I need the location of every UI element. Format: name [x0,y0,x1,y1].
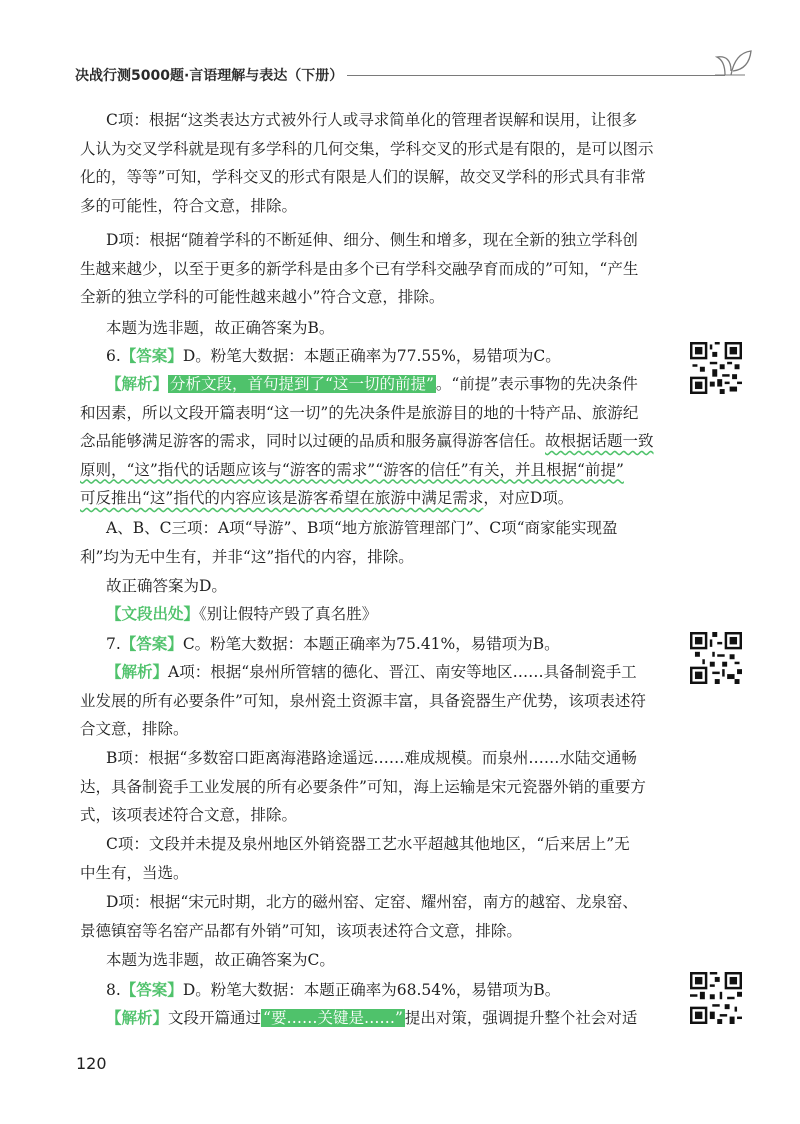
analysis-tag: 【解析】 [106,662,169,681]
analysis-8-paragraph: 【解析】文段开篇通过 “要……关键是……” 提出对策，强调提升整个社会对适 [106,1008,638,1027]
wavy-underlined-text: 可反推出“这”指代的内容应该是游客希望在旅游中满足需求 [80,489,484,507]
answer-conclusion: 故正确答案为D。 [106,577,227,595]
header-rule [347,75,725,76]
qr-code-icon[interactable] [690,632,742,684]
answer-8-line: 8.【答案】D。粉笔大数据：本题正确率为68.54%，易错项为B。 [106,980,561,999]
option-b-paragraph: B项：根据“多数窑口距离海港路途遥远……难成规模。而泉州……水陆交通畅 达，具备制瓷手工业发展的所有必要条件”可知，海上运输是宋元瓷器外销的重要方 式，该项表述符合文意，排除。 [80,749,646,824]
book-title: 决战行测5000题·言语理解与表达（下册） [75,68,344,84]
highlighted-phrase: 分析文段，首句提到了“这一切的前提” [170,375,434,393]
option-c-paragraph: C项：根据“这类表达方式被外行人或寻求简单化的管理者误解和误用，让很多 人认为交叉学科就是现有多学科的几何交集，学科交叉的形式是有限的，是可以图示 化的，等等”可知，学科交叉的形式有限是人们的误解，故交叉学科的形式具有非常 多的可能性，符合文意，排除。 [80,111,654,215]
qr-code-icon[interactable] [690,972,742,1024]
answer-conclusion: 本题为选非题，故正确答案为B。 [106,319,335,337]
page-number: 120 [76,1054,107,1073]
option-d-paragraph: D项：根据“宋元时期，北方的磁州窑、定窑、耀州窑，南方的越窑、龙泉窑、 景德镇窑等名窑产品都有外销”可知，该项表述符合文意，排除。 [80,893,638,940]
analysis-tag: 【解析】 [106,374,169,393]
options-abc-paragraph: A、B、C三项：A项“导游”、B项“地方旅游管理部门”、C项“商家能实现盈 利”均为无中生有，并非“这”指代的内容，排除。 [80,519,618,566]
analysis-7-paragraph: 【解析】A项：根据“泉州所管辖的德化、晋江、南安等地区……具备制瓷手工 业发展的所有必要条件”可知，泉州瓷土资源丰富，具备瓷器生产优势，该项表述符 合文意，排除。 [80,662,646,738]
option-c-paragraph: C项：文段并未提及泉州地区外销瓷器工艺水平超越其他地区，“后来居上”无 中生有，当选。 [80,835,630,882]
wavy-underlined-text: 故根据话题一致 [545,432,654,450]
wavy-underlined-text: 原则，“这”指代的话题应该与“游客的需求”“游客的信任”有关，并且根据“前提” [80,460,624,479]
sprout-icon [715,47,755,81]
qr-code-icon[interactable] [690,342,742,394]
running-header [75,63,735,87]
answer-7-line: 7.【答案】C。粉笔大数据：本题正确率为75.41%，易错项为B。 [106,634,560,653]
source-line: 【文段出处】《别让假特产毁了真名胜》 [106,604,378,623]
option-d-paragraph: D项：根据“随着学科的不断延伸、细分、侧生和增多，现在全新的独立学科创 生越来越少，以至于更多的新学科是由多个已有学科交融孕育而成的”可知，“产生 全新的独立学科的可能性越来越小”符合文意，排除。 [80,231,639,306]
answer-conclusion: 本题为选非题，故正确答案为C。 [106,951,335,969]
highlighted-phrase: “要……关键是……” [263,1009,403,1027]
analysis-tag: 【解析】 [106,1008,169,1027]
answer-tag: 【答案】 [120,980,183,999]
answer-tag: 【答案】 [120,346,183,365]
analysis-6-paragraph: 【解析】 分析文段，首句提到了“这一切的前提” 。“前提”表示事物的先决条件 和因素，所以文段开篇表明“这一切”的先决条件是旅游目的地的十特产品、旅游纪 念品能够满足游客的需求，同时以过硬的品质和服务赢得游客信任。故根据话题一致 原则，“这”指代的话题应该与“游客的需求”“游客的信任”有关，并且根据“前提” 可反推出“这”指代的内容应该是游客希望在旅游中满足需求，对应D项。 [80,374,654,507]
source-tag: 【文段出处】 [106,604,200,623]
answer-tag: 【答案】 [120,634,183,653]
answer-6-line: 6.【答案】D。粉笔大数据：本题正确率为77.55%，易错项为C。 [106,346,561,365]
